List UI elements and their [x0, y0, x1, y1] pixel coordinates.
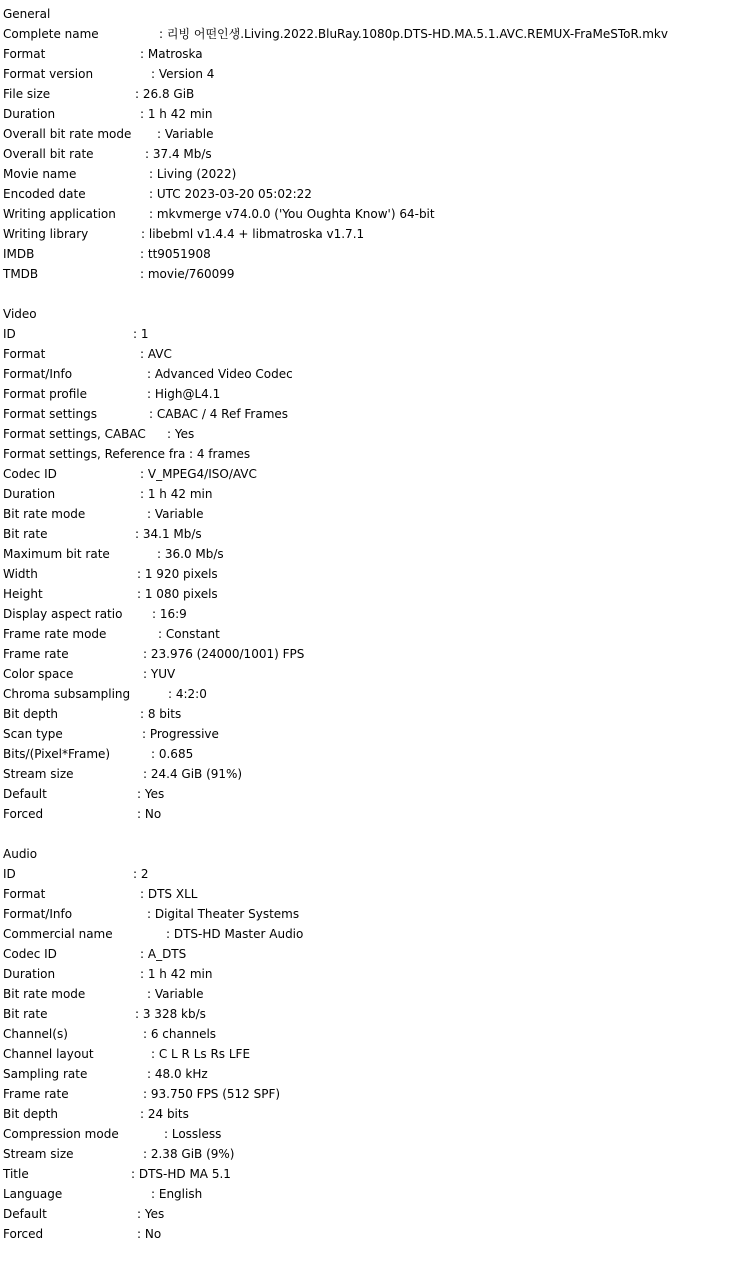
- info-label: Default: [3, 787, 47, 801]
- info-label: Forced: [3, 807, 44, 821]
- info-row-display-aspect-ratio: [3, 604, 738, 624]
- info-value: : 0.685: [151, 744, 193, 764]
- info-row-forced: [3, 804, 738, 824]
- info-value: : A_DTS: [140, 944, 186, 964]
- info-label: Width: [3, 567, 38, 581]
- info-value: : DTS XLL: [140, 884, 197, 904]
- info-value: : 3 328 kb/s: [135, 1004, 206, 1024]
- info-value: : DTS-HD Master Audio: [166, 924, 303, 944]
- info-label: Overall bit rate mode: [3, 127, 132, 141]
- info-value: : 리빙 어떤인생.Living.2022.BluRay.1080p.DTS-HD.MA.5.1.AVC.REMUX-FraMeSToR.mkv: [159, 24, 668, 44]
- info-row-height: [3, 584, 738, 604]
- info-label: Frame rate: [3, 1087, 69, 1101]
- info-value: : 24.4 GiB (91%): [143, 764, 242, 784]
- info-label: Default: [3, 1207, 47, 1221]
- info-row-stream-size: [3, 764, 738, 784]
- section-video: [3, 304, 738, 824]
- info-row-complete-name: [3, 24, 738, 44]
- info-row-sampling-rate: [3, 1064, 738, 1084]
- info-label: Stream size: [3, 767, 74, 781]
- info-value: : YUV: [143, 664, 175, 684]
- info-value: : UTC 2023-03-20 05:02:22: [149, 184, 312, 204]
- info-value: : 48.0 kHz: [147, 1064, 208, 1084]
- info-label: Complete name: [3, 27, 99, 41]
- info-label: Format settings, Reference fra: [3, 447, 186, 461]
- info-label: Frame rate: [3, 647, 69, 661]
- info-value: : Constant: [158, 624, 220, 644]
- info-row-compression-mode: [3, 1124, 738, 1144]
- info-row-format-settings-reference-frames: [3, 444, 738, 464]
- info-row-format-info: [3, 364, 738, 384]
- info-value: : Advanced Video Codec: [147, 364, 293, 384]
- info-row-writing-library: [3, 224, 738, 244]
- section-audio: [3, 844, 738, 1244]
- info-label: Chroma subsampling: [3, 687, 131, 701]
- info-row-bit-rate-mode: [3, 984, 738, 1004]
- info-label: Duration: [3, 967, 56, 981]
- info-value: : Variable: [157, 124, 213, 144]
- info-row-format-version: [3, 64, 738, 84]
- info-row-duration: [3, 484, 738, 504]
- info-value: : 1 920 pixels: [137, 564, 218, 584]
- info-value: : Yes: [137, 784, 164, 804]
- info-row-id: [3, 324, 738, 344]
- info-row-language: [3, 1184, 738, 1204]
- info-label: Duration: [3, 487, 56, 501]
- info-label: Channel layout: [3, 1047, 94, 1061]
- info-row-format-info: [3, 904, 738, 924]
- info-row-movie-name: [3, 164, 738, 184]
- info-label: Stream size: [3, 1147, 74, 1161]
- info-value: : 16:9: [152, 604, 187, 624]
- info-row-bit-rate: [3, 1004, 738, 1024]
- info-row-encoded-date: [3, 184, 738, 204]
- section-title-general: General: [3, 7, 51, 21]
- info-value: : V_MPEG4/ISO/AVC: [140, 464, 257, 484]
- info-row-file-size: [3, 84, 738, 104]
- info-value: : DTS-HD MA 5.1: [131, 1164, 231, 1184]
- info-label: Overall bit rate: [3, 147, 94, 161]
- info-label: Format/Info: [3, 367, 73, 381]
- info-row-maximum-bit-rate: [3, 544, 738, 564]
- info-row-duration: [3, 964, 738, 984]
- info-label: Encoded date: [3, 187, 86, 201]
- info-row-bit-depth: [3, 704, 738, 724]
- info-row-chroma-subsampling: [3, 684, 738, 704]
- info-label: Frame rate mode: [3, 627, 107, 641]
- section-spacer: [3, 284, 738, 304]
- info-value: : 2.38 GiB (9%): [143, 1144, 234, 1164]
- section-general: [3, 4, 738, 284]
- info-label: Format profile: [3, 387, 88, 401]
- info-value: : No: [137, 1224, 161, 1244]
- info-label: Format: [3, 347, 46, 361]
- info-value: : Yes: [137, 1204, 164, 1224]
- info-row-frame-rate: [3, 644, 738, 664]
- section-title-audio: Audio: [3, 847, 38, 861]
- info-row-format-settings: [3, 404, 738, 424]
- info-label: Bits/(Pixel*Frame): [3, 747, 111, 761]
- info-label: IMDB: [3, 247, 35, 261]
- info-row-id: [3, 864, 738, 884]
- info-value: : Living (2022): [149, 164, 236, 184]
- info-value: : 1 h 42 min: [140, 104, 212, 124]
- info-row-writing-application: [3, 204, 738, 224]
- info-value: : 37.4 Mb/s: [145, 144, 212, 164]
- info-label: File size: [3, 87, 51, 101]
- info-value: : 1: [133, 324, 149, 344]
- info-value: : Lossless: [164, 1124, 221, 1144]
- info-row-stream-size: [3, 1144, 738, 1164]
- info-row-overall-bit-rate: [3, 144, 738, 164]
- info-label: Bit rate mode: [3, 507, 86, 521]
- info-value: : movie/760099: [140, 264, 235, 284]
- info-label: Format version: [3, 67, 94, 81]
- info-row-format: [3, 884, 738, 904]
- info-row-format-settings-cabac: [3, 424, 738, 444]
- info-row-commercial-name: [3, 924, 738, 944]
- info-value: : Matroska: [140, 44, 203, 64]
- info-row-duration: [3, 104, 738, 124]
- info-row-channels: [3, 1024, 738, 1044]
- info-label: Format/Info: [3, 907, 73, 921]
- info-value: : 26.8 GiB: [135, 84, 194, 104]
- section-spacer: [3, 824, 738, 844]
- info-value: : 1 h 42 min: [140, 484, 212, 504]
- info-label: Writing application: [3, 207, 116, 221]
- info-row-bit-rate-mode: [3, 504, 738, 524]
- info-row-imdb: [3, 244, 738, 264]
- info-label: Forced: [3, 1227, 44, 1241]
- info-label: Format settings, CABAC: [3, 427, 146, 441]
- info-label: Codec ID: [3, 467, 57, 481]
- info-label: Duration: [3, 107, 56, 121]
- info-value: : CABAC / 4 Ref Frames: [149, 404, 288, 424]
- info-label: Scan type: [3, 727, 63, 741]
- info-label: Compression mode: [3, 1127, 119, 1141]
- info-value: : Version 4: [151, 64, 214, 84]
- info-value: : 1 h 42 min: [140, 964, 212, 984]
- info-label: Format settings: [3, 407, 97, 421]
- info-label: Maximum bit rate: [3, 547, 110, 561]
- media-info-report: [3, 4, 738, 1244]
- info-value: : Variable: [147, 984, 203, 1004]
- info-value: : AVC: [140, 344, 172, 364]
- info-row-default: [3, 1204, 738, 1224]
- info-label: Title: [3, 1167, 29, 1181]
- info-value: : 4 frames: [189, 444, 250, 464]
- info-label: Color space: [3, 667, 74, 681]
- info-row-scan-type: [3, 724, 738, 744]
- info-label: Commercial name: [3, 927, 113, 941]
- info-row-bit-depth: [3, 1104, 738, 1124]
- info-row-format: [3, 44, 738, 64]
- info-row-codec-id: [3, 944, 738, 964]
- info-label: TMDB: [3, 267, 39, 281]
- info-label: Bit depth: [3, 1107, 59, 1121]
- info-value: : 93.750 FPS (512 SPF): [143, 1084, 280, 1104]
- info-value: : 2: [133, 864, 149, 884]
- info-value: : mkvmerge v74.0.0 ('You Oughta Know') 64-bit: [149, 204, 435, 224]
- info-value: : 24 bits: [140, 1104, 189, 1124]
- info-value: : libebml v1.4.4 + libmatroska v1.7.1: [141, 224, 364, 244]
- info-row-title: [3, 1164, 738, 1184]
- info-value: : Digital Theater Systems: [147, 904, 299, 924]
- info-row-forced: [3, 1224, 738, 1244]
- info-value: : C L R Ls Rs LFE: [151, 1044, 250, 1064]
- info-value: : 4:2:0: [168, 684, 207, 704]
- info-value: : Yes: [167, 424, 194, 444]
- info-value: : High@L4.1: [147, 384, 220, 404]
- info-label: Codec ID: [3, 947, 57, 961]
- info-row-bit-rate: [3, 524, 738, 544]
- info-label: Movie name: [3, 167, 77, 181]
- info-row-frame-rate-mode: [3, 624, 738, 644]
- info-row-format: [3, 344, 738, 364]
- info-row-channel-layout: [3, 1044, 738, 1064]
- info-row-width: [3, 564, 738, 584]
- info-label: Writing library: [3, 227, 89, 241]
- info-label: ID: [3, 327, 16, 341]
- info-row-color-space: [3, 664, 738, 684]
- info-value: : 23.976 (24000/1001) FPS: [143, 644, 304, 664]
- info-label: Bit rate: [3, 527, 48, 541]
- info-label: Height: [3, 587, 43, 601]
- info-label: Language: [3, 1187, 63, 1201]
- info-value: : 1 080 pixels: [137, 584, 218, 604]
- info-value: : 34.1 Mb/s: [135, 524, 202, 544]
- info-value: : Variable: [147, 504, 203, 524]
- info-value: : 8 bits: [140, 704, 181, 724]
- info-row-format-profile: [3, 384, 738, 404]
- info-row-frame-rate: [3, 1084, 738, 1104]
- info-label: Display aspect ratio: [3, 607, 123, 621]
- info-value: : 36.0 Mb/s: [157, 544, 224, 564]
- info-value: : No: [137, 804, 161, 824]
- info-label: Bit depth: [3, 707, 59, 721]
- info-label: Bit rate: [3, 1007, 48, 1021]
- info-label: Format: [3, 47, 46, 61]
- section-title-video: Video: [3, 307, 37, 321]
- info-value: : tt9051908: [140, 244, 211, 264]
- info-label: Format: [3, 887, 46, 901]
- info-row-tmdb: [3, 264, 738, 284]
- info-label: Channel(s): [3, 1027, 68, 1041]
- info-value: : Progressive: [142, 724, 219, 744]
- info-row-codec-id: [3, 464, 738, 484]
- info-label: Sampling rate: [3, 1067, 88, 1081]
- info-row-bits-pixel-frame: [3, 744, 738, 764]
- info-row-overall-bit-rate-mode: [3, 124, 738, 144]
- info-label: ID: [3, 867, 16, 881]
- info-row-default: [3, 784, 738, 804]
- info-label: Bit rate mode: [3, 987, 86, 1001]
- info-value: : 6 channels: [143, 1024, 216, 1044]
- info-value: : English: [151, 1184, 202, 1204]
